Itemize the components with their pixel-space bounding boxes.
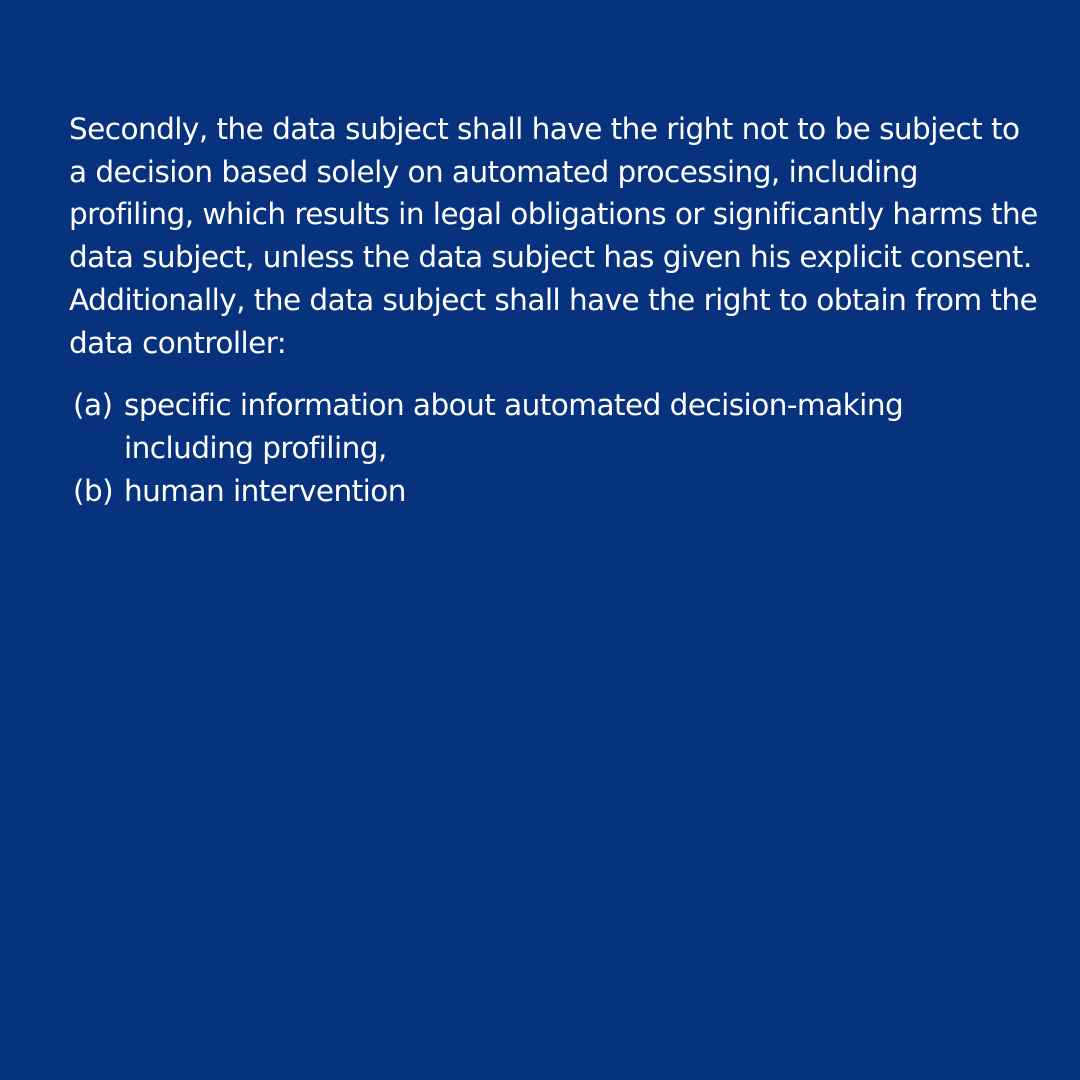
rights-list [69,384,1039,512]
list-marker: (a) [73,388,113,423]
text-content [69,108,1039,512]
list-text: specific information about automated decision-making including profiling, [124,388,904,465]
list-marker: (b) [73,473,114,508]
list-item-b [69,470,1039,513]
list-text: human intervention [124,473,406,508]
intro-paragraph: Secondly, the data subject shall have the right not to be subject to a decision based solely on automated processing, including profiling, which results in legal obligations or significantly harms the data subject, unless the data subject has given his explicit consent. Additionally, the data subject shall have the right to obtain from the data controller: [69,112,1038,360]
list-item-a [69,384,1039,469]
